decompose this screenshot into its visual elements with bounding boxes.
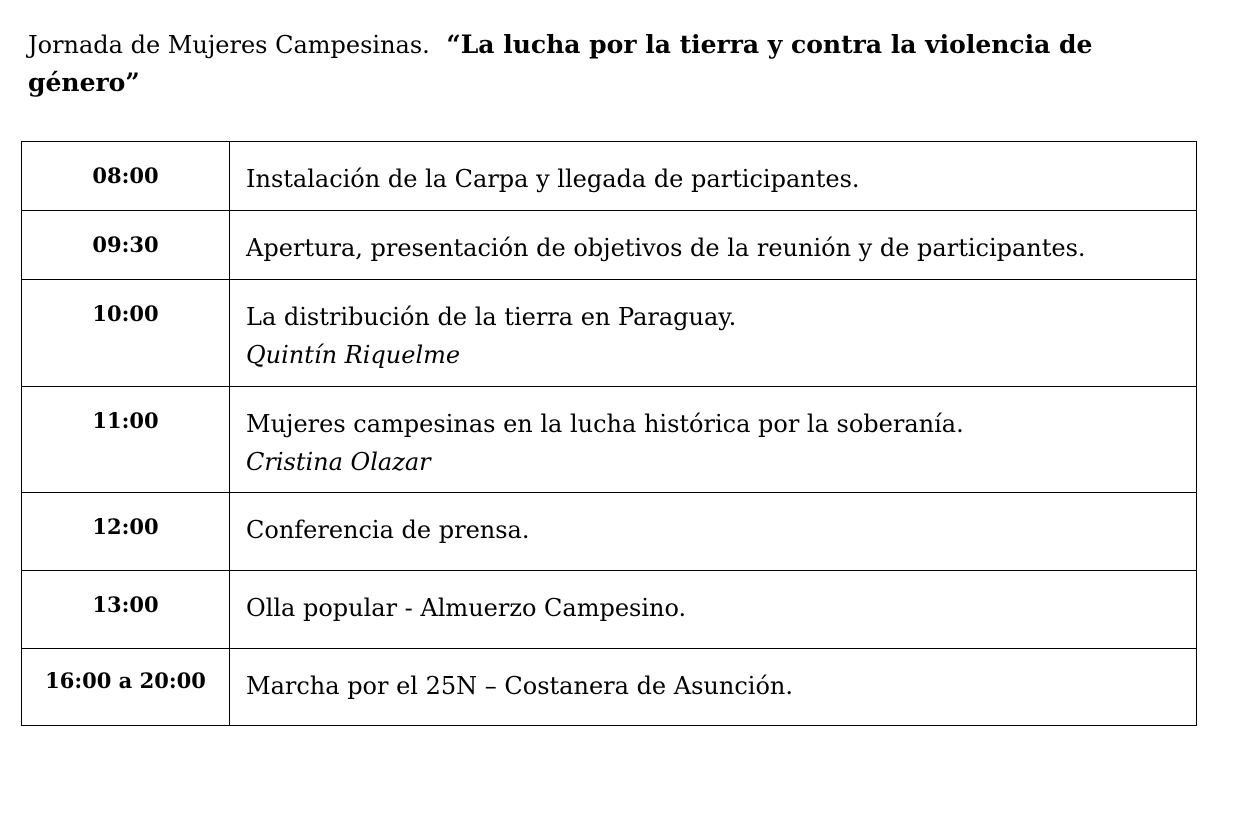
- time-cell: 10:00: [22, 280, 230, 387]
- activity-cell: [230, 280, 1197, 387]
- schedule-row: [22, 387, 1197, 493]
- speaker-name: Quintín Riquelme: [246, 341, 461, 369]
- activity-cell: [230, 649, 1197, 726]
- time-cell: 12:00: [22, 493, 230, 571]
- time-cell: 09:30: [22, 211, 230, 280]
- event-name: Jornada de Mujeres Campesinas.: [28, 31, 430, 59]
- time-cell: 08:00: [22, 142, 230, 211]
- activity-text: Olla popular - Almuerzo Campesino.: [246, 594, 687, 622]
- activity-cell: [230, 142, 1197, 211]
- activity-text: Apertura, presentación de objetivos de la reunión y de participantes.: [246, 234, 1086, 262]
- activity-text: Conferencia de prensa.: [246, 516, 530, 544]
- schedule-row: [22, 211, 1197, 280]
- schedule-row: [22, 649, 1197, 726]
- activity-cell: [230, 387, 1197, 493]
- time-cell: 16:00 a 20:00: [22, 649, 230, 726]
- schedule-row: [22, 571, 1197, 649]
- document-title: [28, 26, 1208, 102]
- activity-cell: [230, 211, 1197, 280]
- activity-text: Mujeres campesinas en la lucha histórica por la soberanía.: [246, 410, 964, 438]
- activity-cell: [230, 493, 1197, 571]
- activity-text: La distribución de la tierra en Paraguay.: [246, 303, 737, 331]
- event-theme: “La lucha por la tierra y contra la violencia de género”: [28, 30, 1093, 97]
- schedule-row: [22, 280, 1197, 387]
- schedule-row: [22, 142, 1197, 211]
- activity-text: Instalación de la Carpa y llegada de participantes.: [246, 165, 860, 193]
- time-cell: 11:00: [22, 387, 230, 493]
- activity-text: Marcha por el 25N – Costanera de Asunción.: [246, 672, 793, 700]
- schedule-table: [21, 141, 1197, 726]
- activity-cell: [230, 571, 1197, 649]
- schedule-row: [22, 493, 1197, 571]
- time-cell: 13:00: [22, 571, 230, 649]
- speaker-name: Cristina Olazar: [246, 448, 431, 476]
